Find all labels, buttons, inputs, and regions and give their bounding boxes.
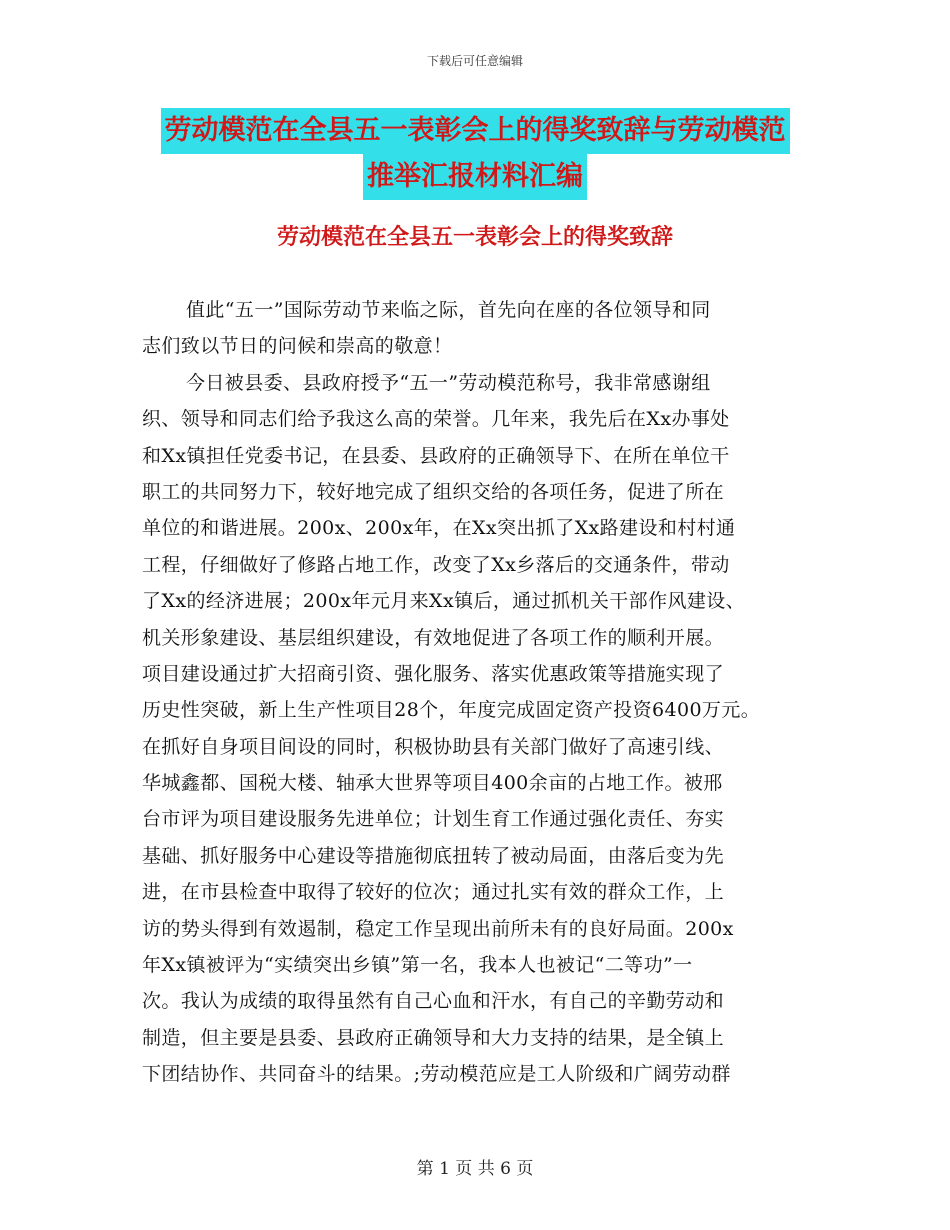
body-text xyxy=(142,292,822,1093)
body-line: 次。我认为成绩的取得虽然有自己心血和汗水，有自己的辛勤劳动和 xyxy=(142,990,725,1013)
body-line: 今日被县委、县政府授予“五一”劳动模范称号，我非常感谢组 xyxy=(186,371,711,394)
body-line: 访的势头得到有效遏制，稳定工作呈现出前所未有的良好局面。200x xyxy=(142,917,734,940)
body-line: 制造，但主要是县委、县政府正确领导和大力支持的结果，是全镇上 xyxy=(142,1026,725,1049)
document-title xyxy=(0,108,950,200)
body-line: 了Xx的经济进展；200x年元月来Xx镇后，通过抓机关干部作风建设、 xyxy=(142,590,746,613)
body-line: 织、领导和同志们给予我这么高的荣誉。几年来，我先后在Xx办事处 xyxy=(142,408,730,431)
document-title-line-1: 劳动模范在全县五一表彰会上的得奖致辞与劳动模范 xyxy=(161,108,790,154)
body-line: 在抓好自身项目间设的同时，积极协助县有关部门做好了高速引线、 xyxy=(142,735,725,758)
body-line: 华城鑫都、国税大楼、轴承大世界等项目400余亩的占地工作。被邢 xyxy=(142,772,723,795)
body-line: 志们致以节日的问候和崇高的敬意！ xyxy=(142,335,453,358)
document-title-line-2: 推举汇报材料汇编 xyxy=(363,154,587,200)
body-line: 机关形象建设、基层组织建设，有效地促进了各项工作的顺利开展。 xyxy=(142,626,725,649)
page-footer: 第 1 页 共 6 页 xyxy=(416,1159,534,1179)
body-line: 项目建设通过扩大招商引资、强化服务、落实优惠政策等措施实现了 xyxy=(142,662,725,685)
body-line: 进，在市县检查中取得了较好的位次；通过扎实有效的群众工作，上 xyxy=(142,881,725,904)
body-line: 历史性突破，新上生产性项目28个，年度完成固定资产投资6400万元。 xyxy=(142,699,761,722)
body-line: 单位的和谐进展。200x、200x年，在Xx突出抓了Xx路建设和村村通 xyxy=(142,517,736,540)
body-line: 下团结协作、共同奋斗的结果。;劳动模范应是工人阶级和广阔劳动群 xyxy=(142,1063,731,1086)
body-line: 和Xx镇担任党委书记，在县委、县政府的正确领导下、在所在单位干 xyxy=(142,444,730,467)
body-line: 基础、抓好服务中心建设等措施彻底扭转了被动局面，由落后变为先 xyxy=(142,844,725,867)
header-note: 下载后可任意编辑 xyxy=(426,54,523,68)
body-line: 工程，仔细做好了修路占地工作，改变了Xx乡落后的交通条件，带动 xyxy=(142,553,730,576)
body-line: 年Xx镇被评为“实绩突出乡镇”第一名，我本人也被记“二等功”一 xyxy=(142,954,693,977)
body-line: 值此“五一”国际劳动节来临之际，首先向在座的各位领导和同 xyxy=(186,299,711,321)
body-line: 职工的共同努力下，较好地完成了组织交给的各项任务，促进了所在 xyxy=(142,480,725,503)
section-title: 劳动模范在全县五一表彰会上的得奖致辞 xyxy=(276,225,673,250)
body-line: 台市评为项目建设服务先进单位；计划生育工作通过强化责任、夯实 xyxy=(142,808,725,831)
